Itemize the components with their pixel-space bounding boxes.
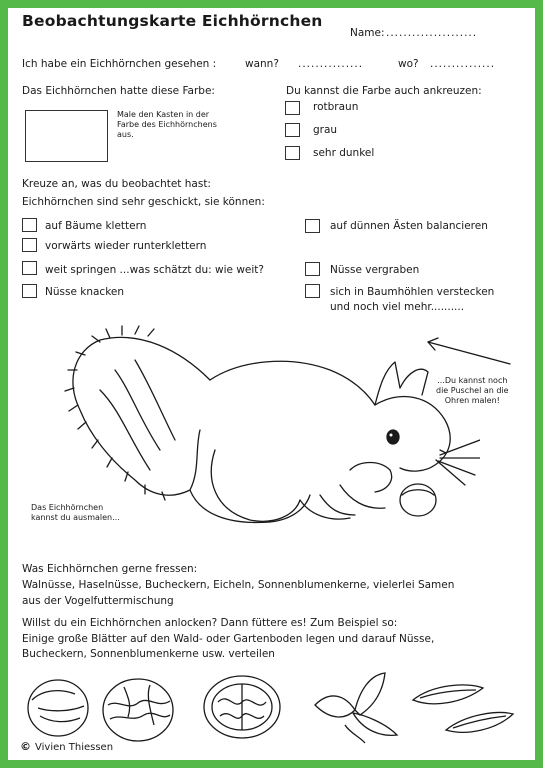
- checkbox-crack-nuts[interactable]: [22, 284, 37, 298]
- beechnut-icon: [305, 665, 405, 745]
- ability-label: auf Bäume klettern: [45, 220, 147, 232]
- ears-note: ...Du kannst noch die Puschel an die Ohren malen!: [436, 376, 509, 405]
- checkbox-jump[interactable]: [22, 261, 37, 275]
- food-heading: Was Eichhörnchen gerne fressen:: [22, 563, 198, 575]
- ability-label: Nüsse knacken: [45, 286, 125, 298]
- option-label: sehr dunkel: [313, 147, 375, 159]
- page-title: Beobachtungskarte Eichhörnchen: [22, 12, 323, 30]
- attract-line-3: Bucheckern, Sonnenblumenkerne usw. verteilen: [22, 648, 275, 660]
- more-text: und noch viel mehr..........: [330, 301, 465, 313]
- checkbox-sehr-dunkel[interactable]: [285, 146, 300, 160]
- checkbox-balance[interactable]: [305, 219, 320, 233]
- color-squirrel-note: Das Eichhörnchen kannst du ausmalen...: [31, 503, 120, 522]
- when-label: wann?: [245, 58, 279, 70]
- when-field[interactable]: ...............: [298, 58, 364, 70]
- walnut-icon: [98, 675, 178, 745]
- copyright-icon: ©: [20, 740, 31, 753]
- ability-label: Nüsse vergraben: [330, 264, 420, 276]
- checkbox-rotbraun[interactable]: [285, 101, 300, 115]
- observe-heading: Kreuze an, was du beobachtet hast:: [22, 178, 211, 190]
- where-label: wo?: [398, 58, 419, 70]
- attract-line-2: Einige große Blätter auf den Wald- oder Gartenboden legen und darauf Nüsse,: [22, 633, 435, 645]
- ability-label: sich in Baumhöhlen verstecken: [330, 286, 495, 298]
- checkbox-bury-nuts[interactable]: [305, 262, 320, 276]
- hazelnut-icon: [20, 672, 92, 740]
- name-field[interactable]: .....................: [386, 27, 478, 39]
- food-line-1: Walnüsse, Haselnüsse, Bucheckern, Eicheln, Sonnenblumenkerne, vielerlei Samen: [22, 579, 455, 591]
- ability-label: vorwärts wieder runterklettern: [45, 240, 207, 252]
- arrow-to-ears-icon: [420, 332, 520, 372]
- color-fill-box[interactable]: [25, 110, 108, 162]
- attract-line-1: Willst du ein Eichhörnchen anlocken? Dann füttere es! Zum Beispiel so:: [22, 617, 398, 629]
- color-tick-heading: Du kannst die Farbe auch ankreuzen:: [286, 85, 482, 97]
- author-credit: Vivien Thiessen: [35, 742, 114, 753]
- color-instruction: Male den Kasten in der Farbe des Eichhörnchens aus.: [117, 110, 217, 139]
- observe-subheading: Eichhörnchen sind sehr geschickt, sie können:: [22, 196, 265, 208]
- checkbox-hide[interactable]: [305, 284, 320, 298]
- food-line-2: aus der Vogelfuttermischung: [22, 595, 174, 607]
- sighting-text: Ich habe ein Eichhörnchen gesehen :: [22, 58, 217, 70]
- walnut-half-icon: [200, 672, 285, 742]
- name-label: Name:: [350, 27, 385, 39]
- color-heading: Das Eichhörnchen hatte diese Farbe:: [22, 85, 215, 97]
- checkbox-climb-trees[interactable]: [22, 218, 37, 232]
- ability-label: weit springen ...was schätzt du: wie weit?: [45, 264, 264, 276]
- option-label: grau: [313, 124, 338, 136]
- option-label: rotbraun: [313, 101, 359, 113]
- checkbox-grau[interactable]: [285, 123, 300, 137]
- where-field[interactable]: ...............: [430, 58, 496, 70]
- checkbox-climb-down[interactable]: [22, 238, 37, 252]
- sunflower-seeds-icon: [408, 678, 518, 743]
- ability-label: auf dünnen Ästen balancieren: [330, 220, 488, 232]
